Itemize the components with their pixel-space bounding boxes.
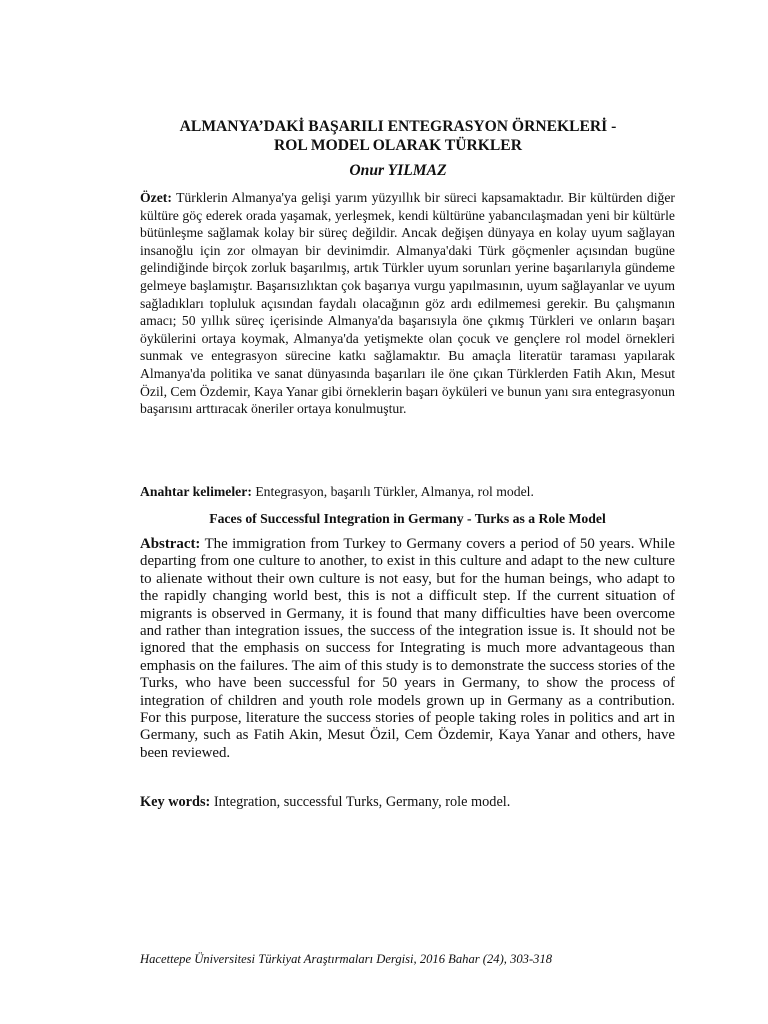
english-keywords bbox=[140, 793, 675, 811]
article-title bbox=[130, 117, 666, 155]
english-abstract-label: Abstract: bbox=[140, 536, 201, 552]
turkish-keywords bbox=[140, 483, 675, 501]
turkish-abstract bbox=[140, 189, 675, 418]
english-keywords-label: Key words: bbox=[140, 794, 211, 810]
article-title-line-1: ALMANYA’DAKİ BAŞARILI ENTEGRASYON ÖRNEKLERİ - bbox=[179, 118, 617, 135]
english-abstract bbox=[140, 536, 675, 762]
turkish-keywords-label: Anahtar kelimeler: bbox=[140, 484, 252, 499]
turkish-abstract-text: Türklerin Almanya'ya gelişi yarım yüzyıllık bir süreci kapsamaktadır. Bir kültürden diğer kültüre göç ederek orada yaşamak, yerleşmek, kendi kültürüne yabancılaşmadan yeni bir kültürle bütünleşme sağlamak kolay bir süreç değildir. Ancak değişen dünyaya en kolay uyum sağlayan insanoğlu için zor olmayan bir devinimdir. Almanya'daki Türk göçmenler açısından bugüne gelindiğinde birçok zorluk başarılmış, artık Türkler uyum sorunları yerine başarılarıyla gündeme gelmeye başlamıştır. Başarısızlıktan çok başarıya vurgu yapılmasının, uyum sağlayanlar ve uyum sağladıkları topluluk açısından faydalı olacağının göz ardı edilmemesi gerekir. Bu çalışmanın amacı; 50 yıllık süreç içerisinde Almanya'da başarısıyla öne çıkmış Türkleri ve onların başarı öykülerini ortaya koymak, Almanya'da yetişmekte olan çocuk ve gençlere rol model örnekleri sunmak ve entegrasyon sürecine katkı sağlamaktır. Bu amaçla literatür taraması yapılarak Almanya'da politika ve sanat dünyasında başarıları ile öne çıkan Türklerden Fatih Akın, Mesut Özil, Cem Özdemir, Kaya Yanar gibi örneklerin başarı öyküleri ve bunun yanı sıra entegrasyonun başarısını arttıracak öneriler ortaya konulmuştur. bbox=[140, 190, 675, 417]
author-name: Onur YILMAZ bbox=[349, 162, 447, 179]
turkish-keywords-text: Entegrasyon, başarılı Türkler, Almanya, rol model. bbox=[255, 484, 534, 499]
english-abstract-text: The immigration from Turkey to Germany covers a period of 50 years. While departing from one culture to another, to exist in this culture and adapt to the new culture to alienate without their own culture is not easy, but for the human beings, who adapt to the rapidly changing world best, this is not a difficult step. If the current situation of migrants is observed in Germany, it is found that many difficulties have been overcome and rather than integration issues, the success of the integration issue is. It should not be ignored that the emphasis on success for Integrating is much more advantageous than emphasis on the failures. The aim of this study is to demonstrate the success stories of the Turks, who have been successful for 50 years in Germany, to show the process of integration of children and youth role models grown up in Germany as a contribution. For this purpose, literature the success stories of people taking roles in politics and art in Germany, such as Fatih Akin, Mesut Özil, Cem Özdemir, Kaya Yanar and others, have been reviewed. bbox=[140, 536, 675, 761]
english-keywords-text: Integration, successful Turks, Germany, role model. bbox=[213, 794, 511, 810]
journal-citation: Hacettepe Üniversitesi Türkiyat Araştırmaları Dergisi, 2016 Bahar (24), 303-318 bbox=[140, 952, 553, 966]
english-title: Faces of Successful Integration in Germany - Turks as a Role Model bbox=[209, 511, 606, 526]
article-title-line-2: ROL MODEL OLARAK TÜRKLER bbox=[274, 137, 522, 154]
turkish-abstract-label: Özet: bbox=[140, 190, 172, 205]
